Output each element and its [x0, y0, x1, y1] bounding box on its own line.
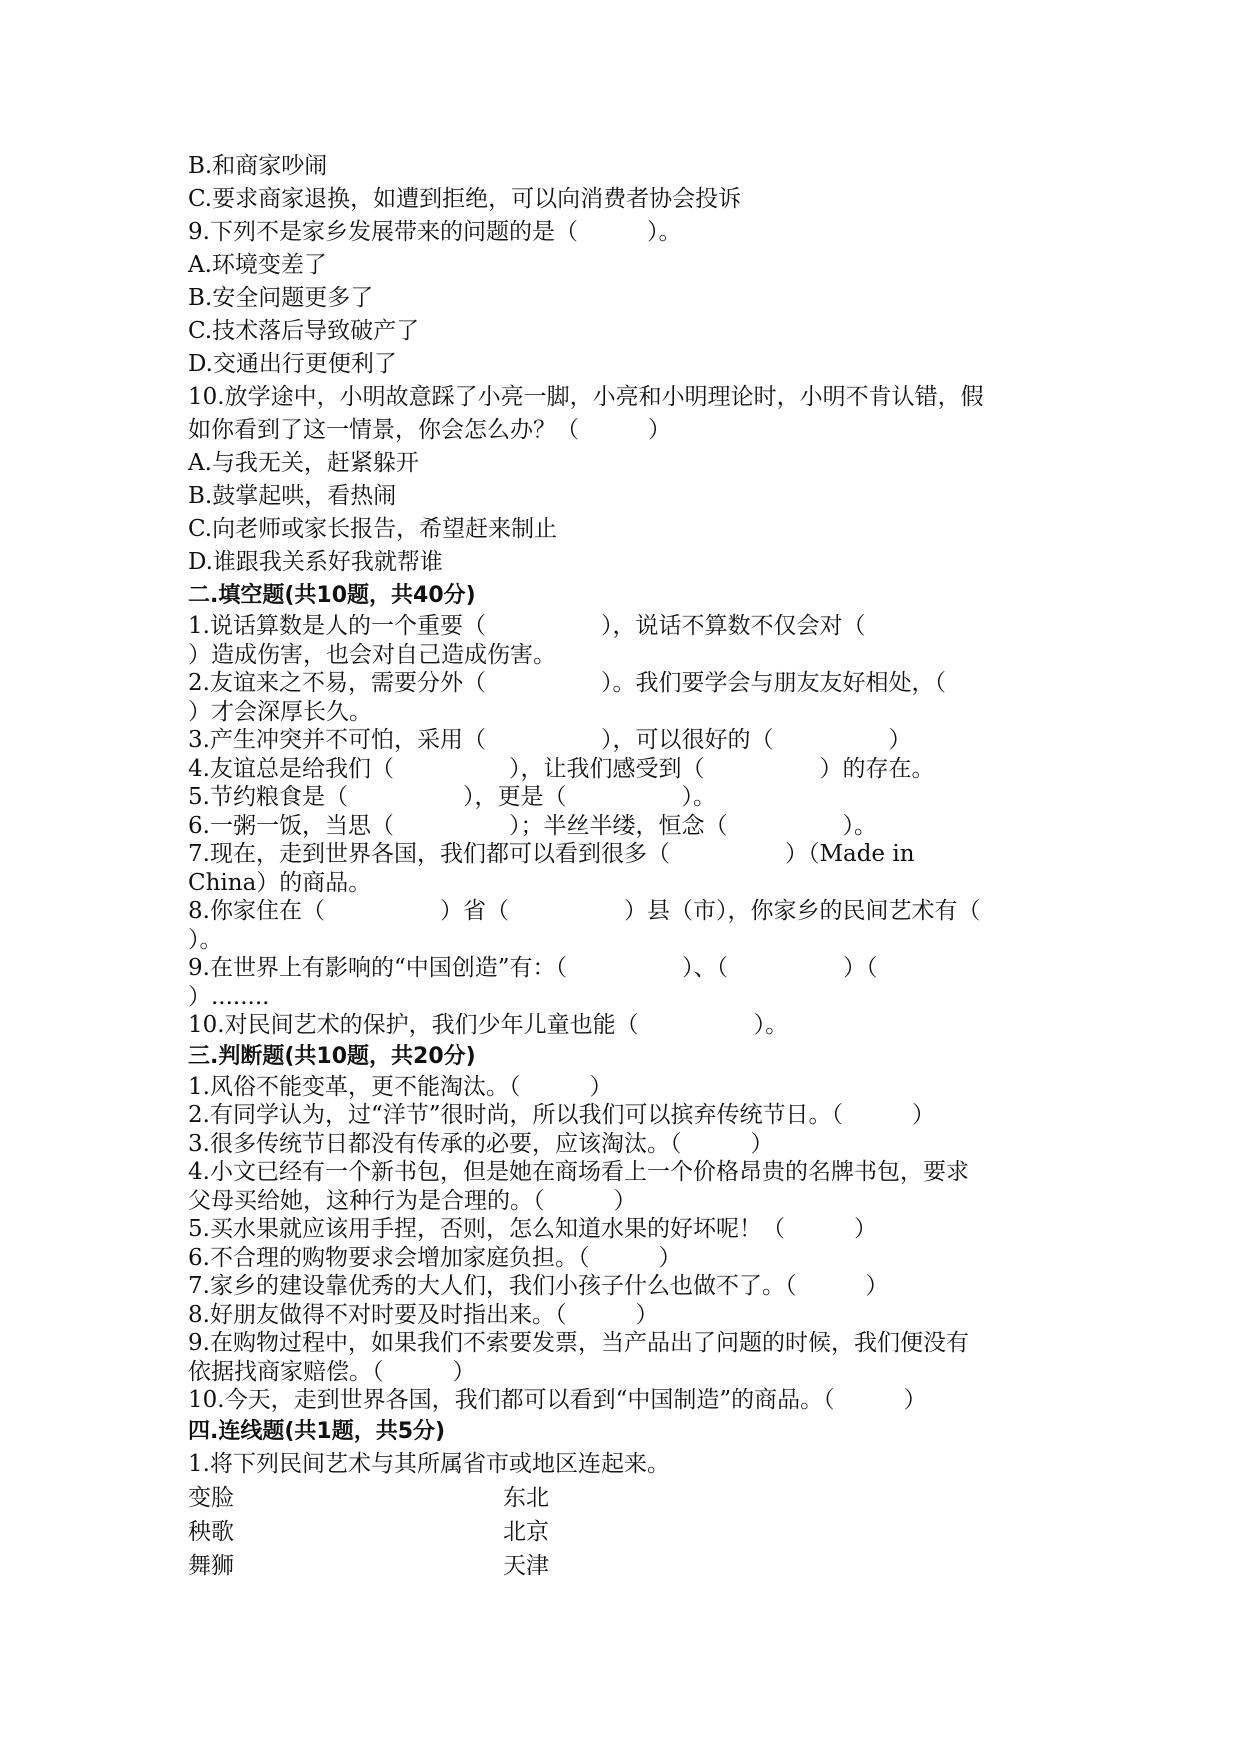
true-false-line: 6.不合理的购物要求会增加家庭负担。（ ）: [188, 1244, 682, 1271]
option-line: C.要求商家退换，如遭到拒绝，可以向消费者协会投诉: [188, 186, 742, 212]
matching-row: [188, 1515, 1068, 1549]
fill-in-line: 8.你家住在（ ）省（ ）县（市），你家乡的民间艺术有（: [188, 898, 981, 924]
option-line: D.谁跟我关系好我就帮谁: [188, 549, 443, 575]
matching-left-item: 变脸: [188, 1484, 234, 1511]
true-false-line: 3.很多传统节日都没有传承的必要，应该淘汰。（ ）: [188, 1130, 774, 1157]
fill-in-line: 1.说话算数是人的一个重要（ ），说话不算数不仅会对（: [188, 613, 866, 639]
true-false-line: 依据找商家赔偿。（ ）: [188, 1358, 476, 1385]
section-heading-fill-in: 二.填空题(共10题，共40分): [188, 583, 476, 608]
section-heading-true-false: 三.判断题(共10题，共20分): [188, 1043, 476, 1069]
true-false-line: 10.今天，走到世界各国，我们都可以看到“中国制造”的商品。（ ）: [188, 1387, 927, 1413]
matching-row: [188, 1481, 1068, 1515]
true-false-line: 父母买给她，这种行为是合理的。（ ）: [188, 1187, 637, 1214]
fill-in-line: ）。: [188, 926, 223, 953]
matching-right-item: 北京: [503, 1518, 549, 1545]
true-false-line: 2.有同学认为，过“洋节”很时尚，所以我们可以摈弃传统节日。（ ）: [188, 1102, 935, 1128]
option-line: C.技术落后导致破产了: [188, 318, 420, 344]
true-false-line: 5.买水果就应该用手捏，否则，怎么知道水果的好坏呢！（ ）: [188, 1216, 877, 1242]
question-stem: 10.放学途中，小明故意踩了小亮一脚，小亮和小明理论时，小明不肯认错，假: [188, 384, 984, 410]
true-false-line: 7.家乡的建设靠优秀的大人们，我们小孩子什么也做不了。（ ）: [188, 1273, 889, 1299]
fill-in-line: 4.友谊总是给我们（ ），让我们感受到（ ）的存在。: [188, 755, 935, 782]
fill-in-line: ）........: [188, 983, 270, 1010]
true-false-line: 1.风俗不能变革，更不能淘汰。（ ）: [188, 1073, 613, 1100]
option-line: B.安全问题更多了: [188, 285, 374, 311]
fill-in-line: 2.友谊来之不易，需要分外（ ）。我们要学会与朋友友好相处，（: [188, 670, 946, 696]
option-line: D.交通出行更便利了: [188, 351, 397, 377]
option-line: B.和商家吵闹: [188, 153, 328, 179]
fill-in-line: 6.一粥一饭，当思（ ）；半丝半缕，恒念（ ）。: [188, 812, 877, 839]
question-stem: 如你看到了这一情景，你会怎么办？（ ）: [188, 417, 671, 443]
matching-right-item: 天津: [503, 1552, 549, 1579]
fill-in-line: 7.现在，走到世界各国，我们都可以看到很多（ ）（Made in: [188, 841, 915, 867]
fill-in-line: 9.在世界上有影响的“中国创造”有：（ ）、（ ）（: [188, 955, 878, 981]
fill-in-line: ）造成伤害，也会对自己造成伤害。: [188, 641, 556, 668]
true-false-line: 8.好朋友做得不对时要及时指出来。（ ）: [188, 1301, 659, 1328]
section-heading-matching: 四.连线题(共1题，共5分): [188, 1418, 446, 1444]
fill-in-line: 3.产生冲突并不可怕，采用（ ），可以很好的（ ）: [188, 727, 912, 753]
option-line: B.鼓掌起哄，看热闹: [188, 483, 397, 509]
question-stem: 9.下列不是家乡发展带来的问题的是（ ）。: [188, 219, 682, 245]
matching-left-item: 舞狮: [188, 1552, 234, 1579]
true-false-line: 9.在购物过程中，如果我们不索要发票，当产品出了问题的时候，我们便没有: [188, 1330, 969, 1356]
option-line: A.与我无关，赶紧躲开: [188, 450, 419, 476]
matching-left-item: 秧歌: [188, 1518, 234, 1545]
fill-in-line: 10.对民间艺术的保护，我们少年儿童也能（ ）。: [188, 1012, 789, 1038]
fill-in-line: ）才会深厚长久。: [188, 698, 372, 725]
true-false-line: 4.小文已经有一个新书包，但是她在商场看上一个价格昂贵的名牌书包，要求: [188, 1159, 969, 1185]
matching-row: [188, 1549, 1068, 1583]
option-line: A.环境变差了: [188, 252, 327, 278]
matching-right-item: 东北: [503, 1484, 549, 1511]
fill-in-line: China）的商品。: [188, 869, 372, 896]
matching-prompt: 1.将下列民间艺术与其所属省市或地区连起来。: [188, 1450, 670, 1477]
option-line: C.向老师或家长报告，希望赶来制止: [188, 516, 558, 542]
exam-content: [188, 150, 1068, 1583]
fill-in-line: 5.节约粮食是（ ），更是（ ）。: [188, 784, 716, 810]
